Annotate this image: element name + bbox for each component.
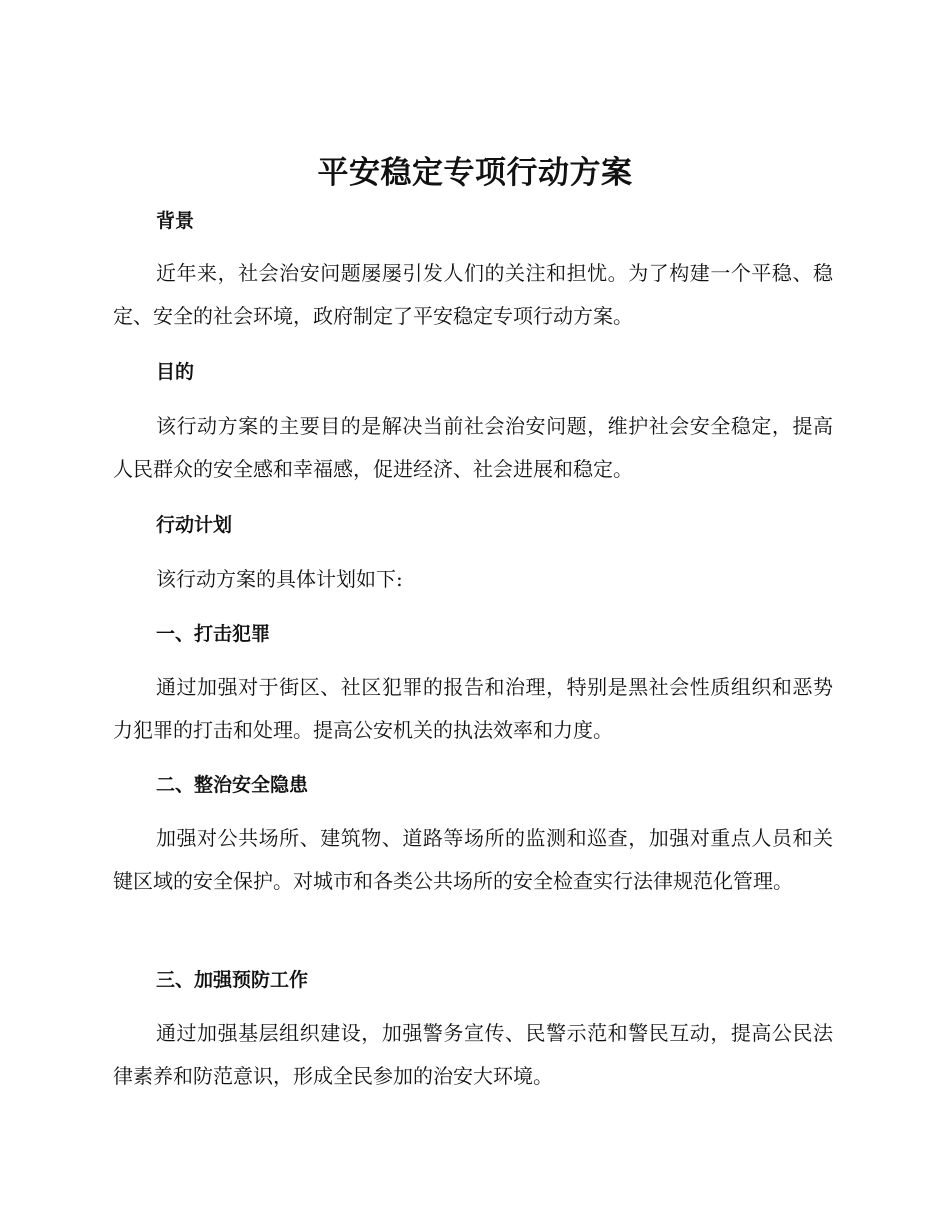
section-heading-plan: 行动计划 <box>156 514 233 536</box>
section-heading-item3: 三、加强预防工作 <box>156 969 309 991</box>
paragraph-purpose: 该行动方案的主要目的是解决当前社会治安问题，维护社会安全稳定，提高人民群众的安全感和幸福感，促进经济、社会进展和稳定。 <box>113 414 833 481</box>
paragraph-item2: 加强对公共场所、建筑物、道路等场所的监测和巡查，加强对重点人员和关键区域的安全保护。对城市和各类公共场所的安全检查实行法律规范化管理。 <box>113 826 833 893</box>
section-heading-background: 背景 <box>156 210 195 232</box>
section-heading-item1: 一、打击犯罪 <box>156 623 271 645</box>
paragraph-background: 近年来，社会治安问题屡屡引发人们的关注和担忧。为了构建一个平稳、稳定、安全的社会环境，政府制定了平安稳定专项行动方案。 <box>113 261 833 328</box>
paragraph-plan-intro: 该行动方案的具体计划如下: <box>156 567 403 591</box>
section-heading-purpose: 目的 <box>156 361 195 383</box>
paragraph-item1: 通过加强对于街区、社区犯罪的报告和治理，特别是黑社会性质组织和恶势力犯罪的打击和处理。提高公安机关的执法效率和力度。 <box>113 675 833 742</box>
section-heading-item2: 二、整治安全隐患 <box>156 774 309 796</box>
paragraph-item3: 通过加强基层组织建设，加强警务宣传、民警示范和警民互动，提高公民法律素养和防范意识，形成全民参加的治安大环境。 <box>113 1021 833 1088</box>
document-title: 平安稳定专项行动方案 <box>317 155 633 191</box>
